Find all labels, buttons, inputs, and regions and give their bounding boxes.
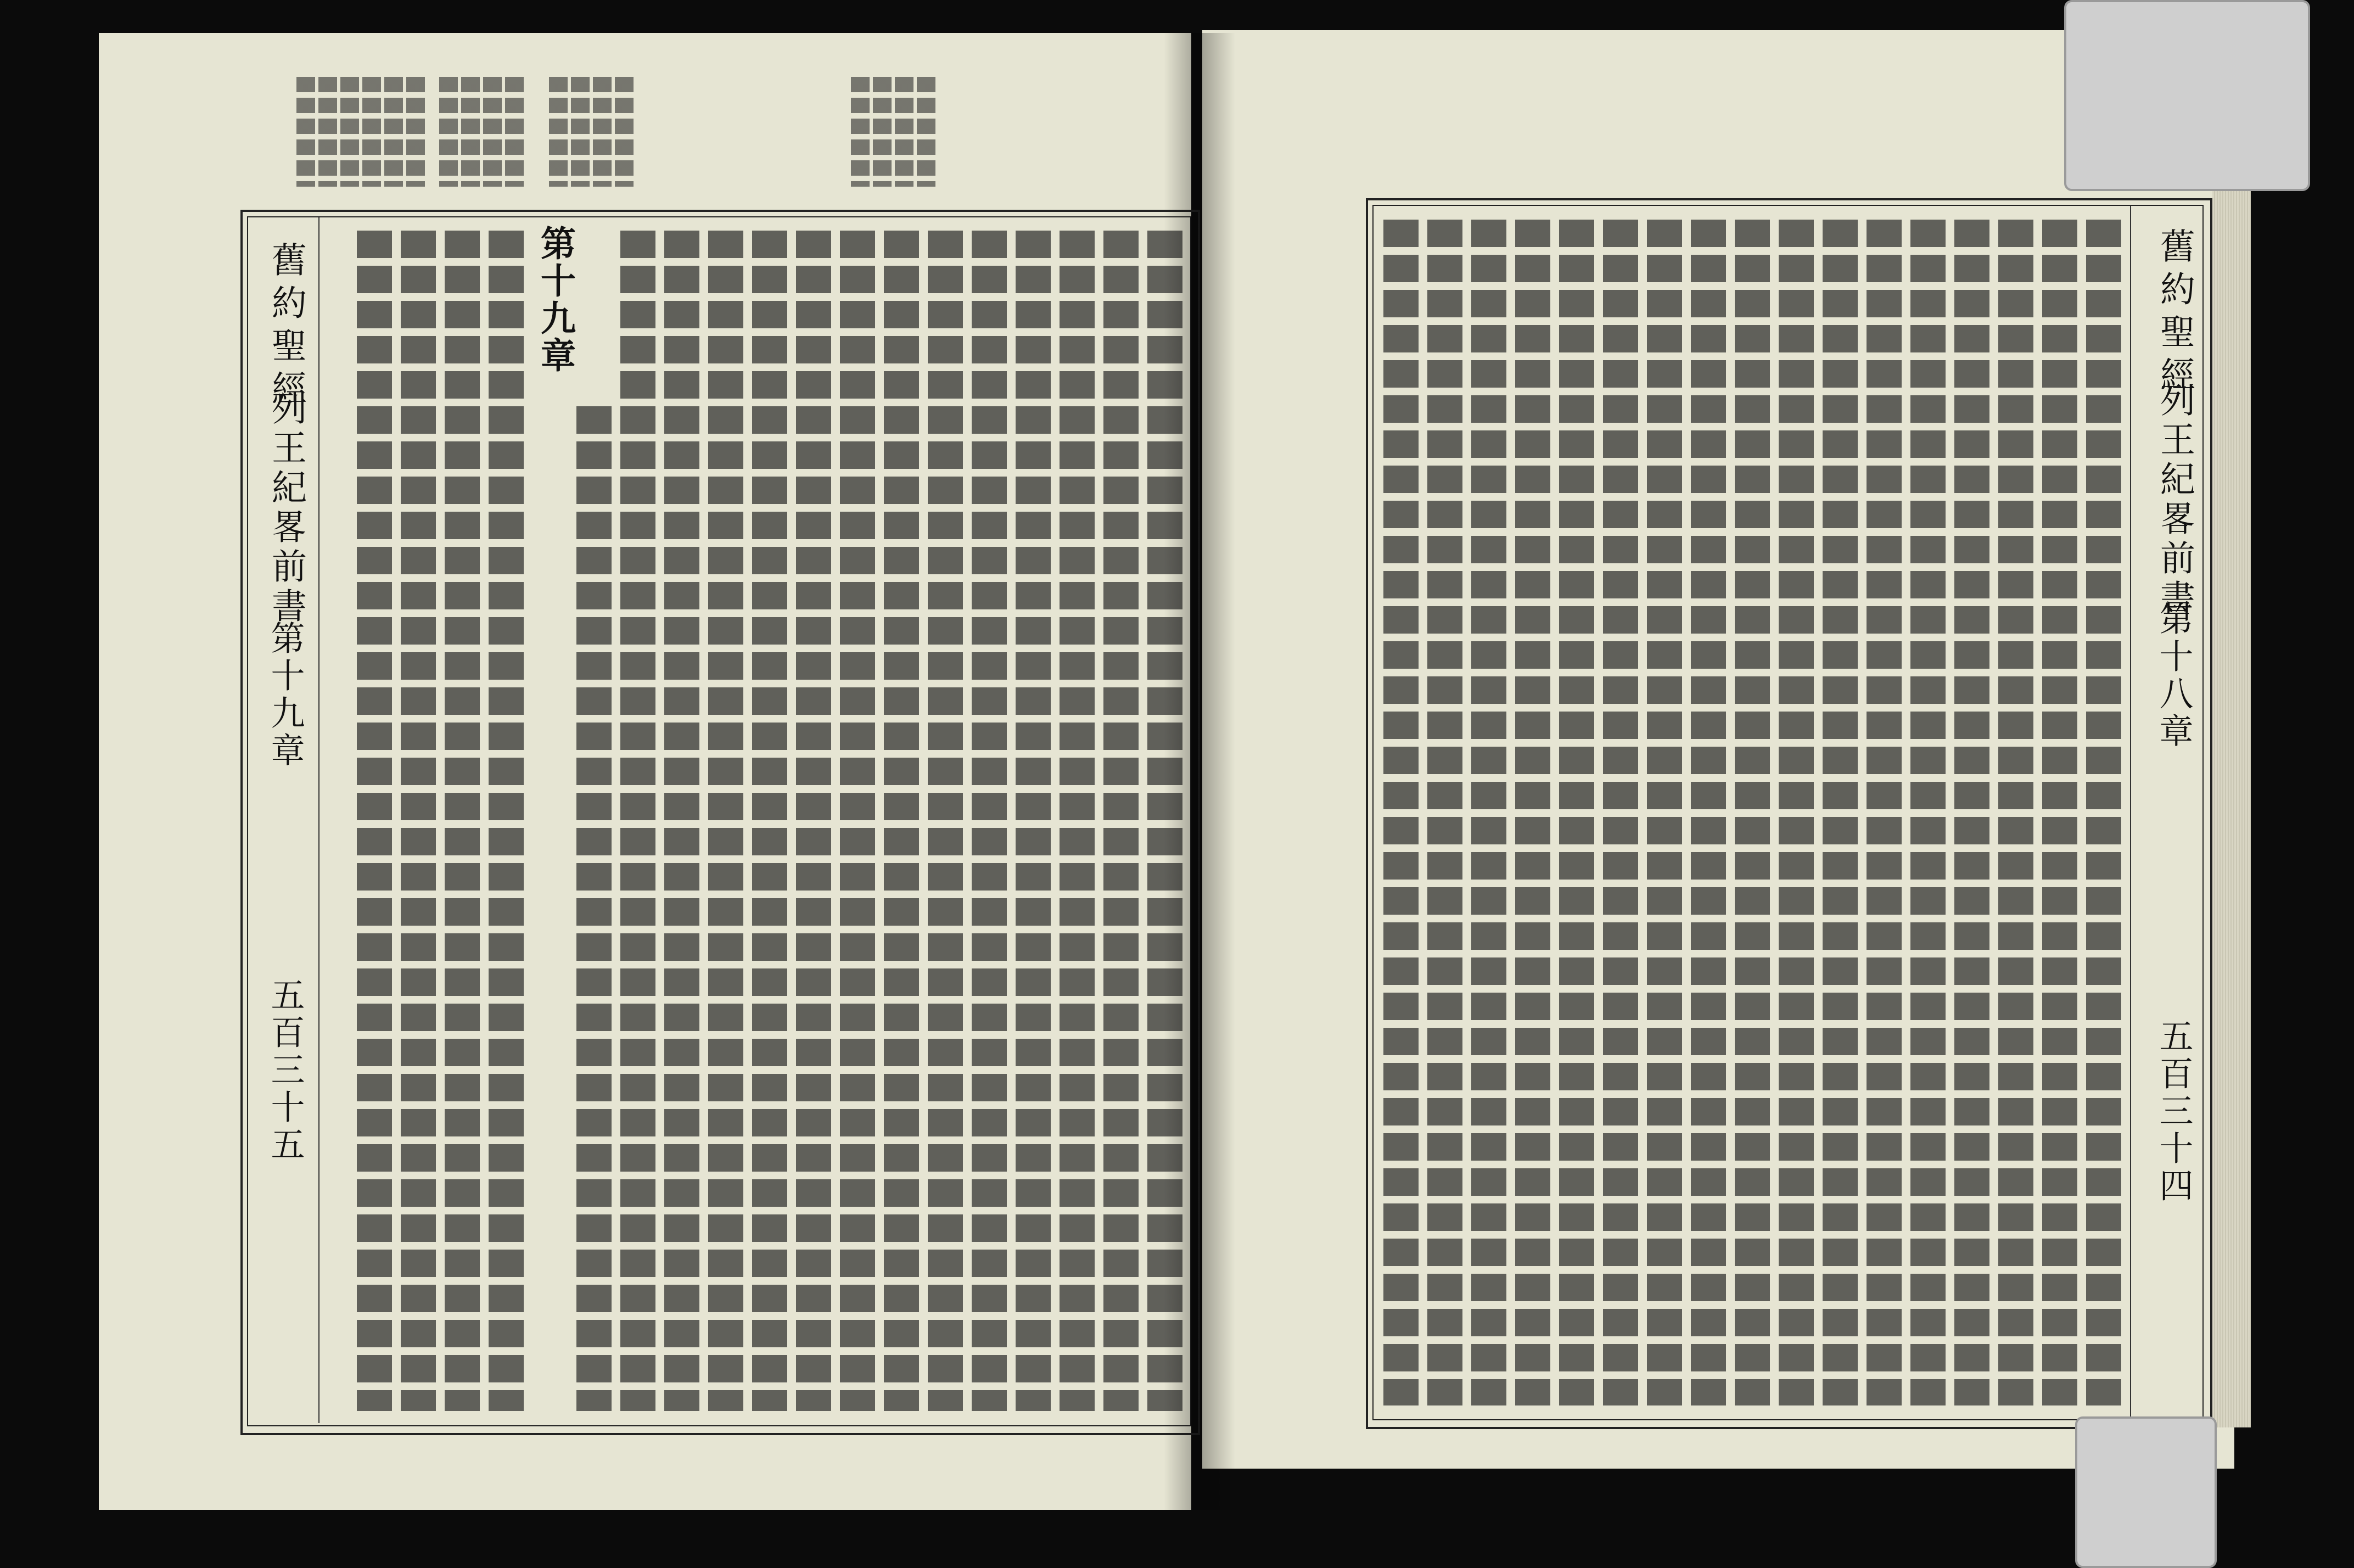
- left-section-title: 列王紀畧前書: [266, 390, 306, 627]
- page-clip-bottom: [2075, 1416, 2217, 1568]
- left-page: [99, 33, 1191, 1510]
- right-page: [1202, 30, 2234, 1469]
- right-chapter-label: 第十八章: [2154, 601, 2194, 751]
- book-gutter-shadow: [1164, 33, 1235, 1510]
- right-section-title: 列王紀畧前書: [2154, 382, 2195, 619]
- left-chapter-label: 第十九章: [265, 620, 305, 770]
- book-fore-edge: [2212, 143, 2251, 1427]
- left-header-rule: [318, 217, 320, 1423]
- chapter-heading: 第十九章: [535, 225, 576, 374]
- right-page-number: 五百三十四: [2154, 1018, 2194, 1205]
- left-running-title: 舊約聖經: [266, 242, 306, 413]
- left-page-number: 五百三十五: [265, 977, 305, 1164]
- right-header-rule: [2130, 206, 2131, 1417]
- right-running-title: 舊約聖經: [2154, 228, 2195, 399]
- page-clip-top: [2064, 0, 2310, 191]
